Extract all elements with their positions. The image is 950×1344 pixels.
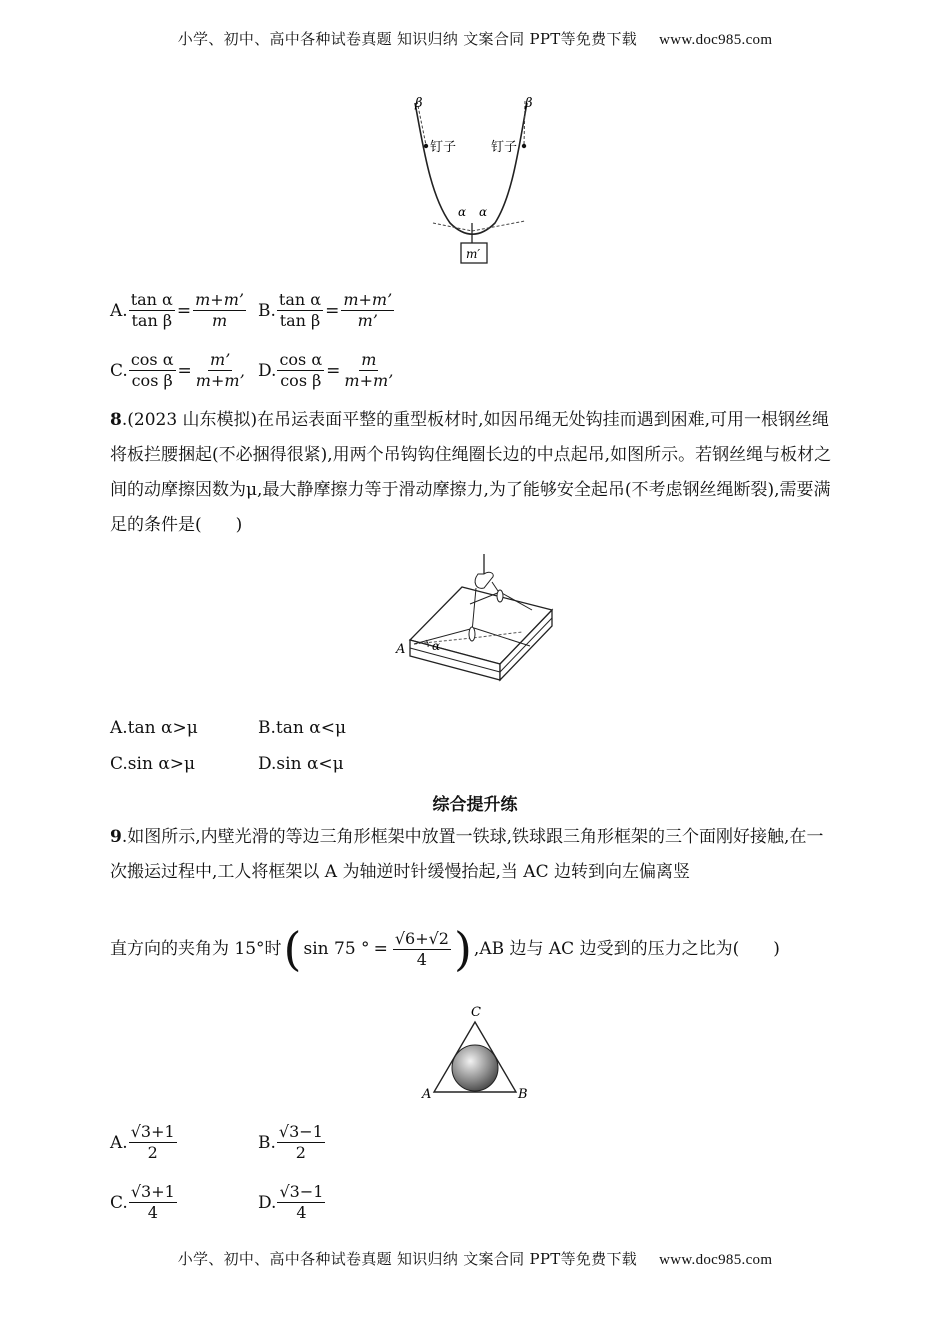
option-fraction: $\frac{√3-1}{4}$ [279,1182,324,1222]
question-text: .(2023 山东模拟)在吊运表面平整的重型板材时,如因吊绳无处钩挂而遇到困难,可用一根钢丝绳将板拦腰捆起(不必捆得很紧),用两个吊钩钩住绳圈长边的中点起吊,如图所示。若钢丝绳与板材之间的动摩擦因数为μ,最大静摩擦力等于滑动摩擦力,为了能够安全起吊(不考虑钢丝绳断裂),需要满足的条件是( ) [110,410,832,535]
q7-option-c[interactable] [110,350,248,391]
option-letter: C. [110,360,128,381]
q9-stem-line3 [110,922,840,976]
q7-option-d[interactable] [258,350,396,391]
q8-option-c[interactable]: C.sin α>μ [110,754,196,774]
option-fraction: $\frac{√3-1}{2}$ [278,1122,323,1162]
q8-stem [110,403,840,543]
header-site-link[interactable]: www.doc985.com [659,32,773,48]
question-number: 8 [110,410,122,430]
option-letter: C. [110,1192,128,1213]
nail-left [424,144,428,148]
mass-label: m′ [466,247,481,261]
equals: = [325,300,340,321]
footer-site-link[interactable]: www.doc985.com [659,1252,773,1268]
tangent-right [472,221,525,231]
q8-option-a[interactable]: A.tan α>μ [110,718,198,738]
q8-option-b[interactable]: B.tan α<μ [258,718,346,738]
q9-stem [110,820,840,890]
rhs-fraction: $\frac{m+m’}{m’}$ [343,290,393,330]
page-footer [0,1248,950,1269]
alpha-label-left: α [458,205,467,219]
header-text: 小学、初中、高中各种试卷真题 知识归纳 文案合同 PPT等免费下载 [177,30,638,48]
beta-label-right: β [525,96,533,111]
sin-label: sin 75 ° [303,939,370,959]
upper-hook [497,590,503,602]
option-fraction: $\frac{√3+1}{2}$ [130,1122,175,1162]
lhs-fraction: $\frac{\text{tan α}}{\text{tan β}}$ [278,290,322,330]
equals: = [177,360,192,381]
equals: = [176,300,192,321]
paren-open: ( [283,922,302,976]
option-letter: B. [258,300,276,321]
option-letter: D. [258,1192,277,1213]
q9-option-b[interactable] [258,1122,326,1163]
lhs-fraction: $\frac{\text{tan α}}{\text{tan β}}$ [130,290,173,330]
question-text: .如图所示,内壁光滑的等边三角形框架中放置一铁球,铁球跟三角形框架的三个面刚好接触,在一次搬运过程中,工人将框架以 A 为轴逆时针缓慢抬起,当 AC 边转到向左偏离竖 [110,827,824,882]
sin-equals: = [373,939,388,959]
option-letter: A. [110,1132,128,1153]
nail-label-right: 钉子 [491,140,518,155]
page-header [0,28,950,49]
tangent-left [433,223,472,231]
rhs-fraction: $\frac{m}{m+m’}$ [344,350,394,390]
option-letter: D. [258,360,277,381]
rope-nails-figure [395,95,565,270]
rhs-fraction: $\frac{m+m’}{m}$ [195,290,244,330]
vertex-b-label: B [518,1087,528,1102]
option-fraction: $\frac{√3+1}{4}$ [130,1182,175,1222]
lhs-fraction: $\frac{\text{cos α}}{\text{cos β}}$ [279,350,323,390]
vertex-a-label: A [422,1087,432,1102]
q9-option-d[interactable] [258,1182,326,1223]
point-a-label: A [396,642,406,657]
question-number: 9 [110,827,122,847]
paren-close: ) [453,922,472,976]
rhs-fraction: $\frac{m’}{m+m’}$ [195,350,245,390]
footer-text: 小学、初中、高中各种试卷真题 知识归纳 文案合同 PPT等免费下载 [177,1250,638,1268]
line3-pre: 直方向的夹角为 15°时 [110,939,282,959]
alpha-label-right: α [479,205,488,219]
lower-hook [469,627,475,641]
alpha-label: α [432,639,441,653]
q7-option-a[interactable] [110,290,247,331]
nail-right [522,144,526,148]
option-letter: A. [110,300,128,321]
option-letter: B. [258,1132,276,1153]
crane-hook [475,572,493,588]
iron-ball [452,1045,498,1091]
rope-curve [415,103,527,234]
triangle-ball-figure [420,1000,532,1102]
q9-option-c[interactable] [110,1182,178,1223]
q8-option-d[interactable]: D.sin α<μ [258,754,344,774]
sin-fraction: $\frac{√6+√2}{4}$ [394,928,449,969]
beta-label-left: β [415,96,423,111]
vertex-c-label: C [471,1005,481,1020]
lhs-fraction: $\frac{\text{cos α}}{\text{cos β}}$ [130,350,174,390]
q9-option-a[interactable] [110,1122,178,1163]
q7-option-b[interactable] [258,290,395,331]
board-lift-figure [392,552,562,694]
equals: = [326,360,341,381]
line3-post: ,AB 边与 AC 边受到的压力之比为( ) [473,939,780,959]
section-title: 综合提升练 [432,795,518,815]
nail-label-left: 钉子 [430,140,457,155]
